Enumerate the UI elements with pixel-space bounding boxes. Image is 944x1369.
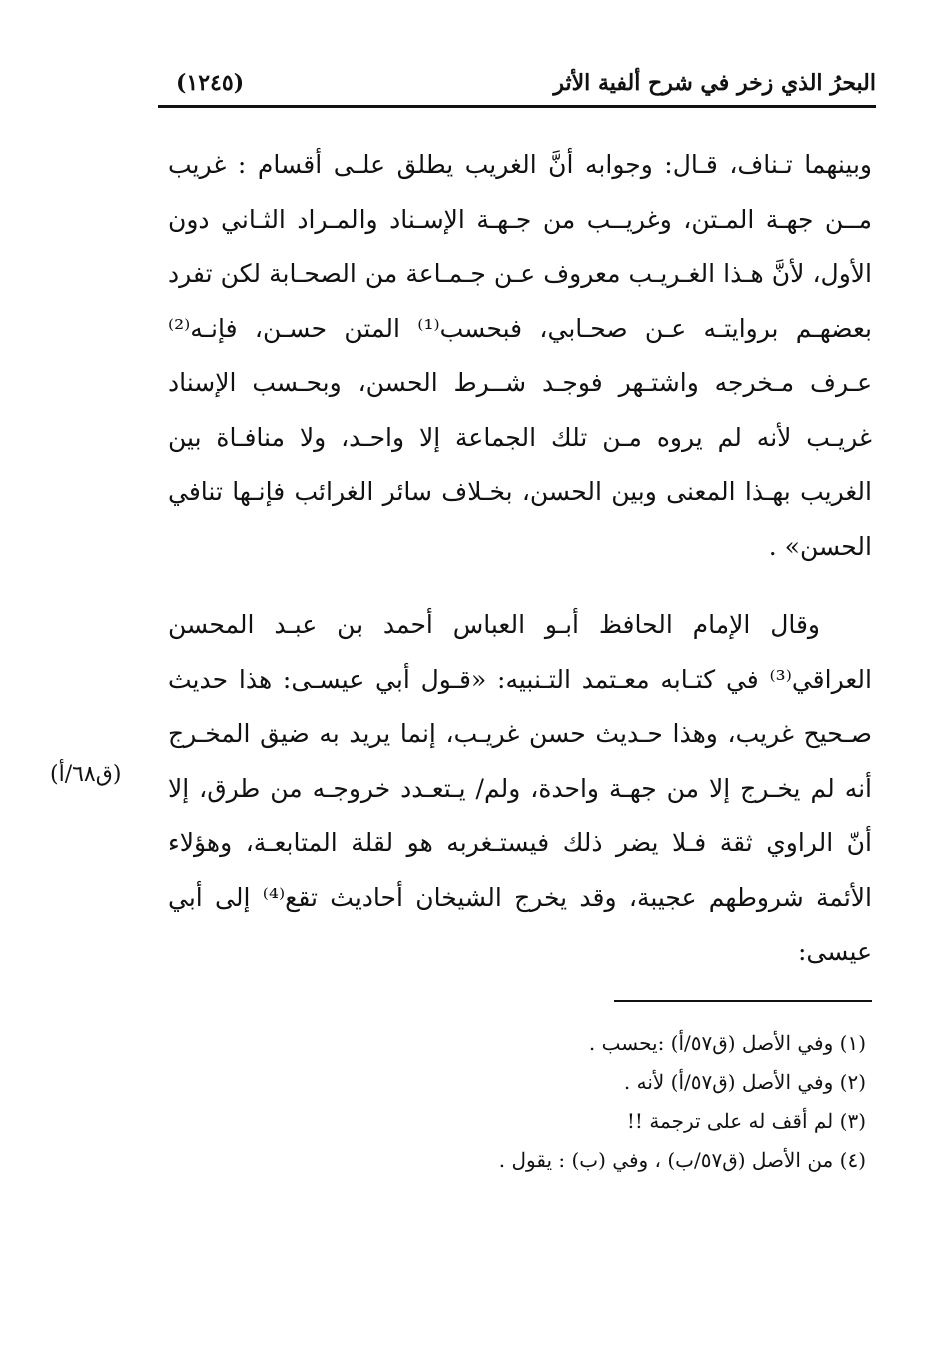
footnote-2: (٢) وفي الأصل (ق٥٧/أ) لأنه .	[623, 1070, 866, 1094]
paragraph-1: وبينهما تـناف، قـال: وجوابه أنَّ الغريب يطلق علـى أقسام : غريب مــن جهـة المـتن، وغريــب من جـهـة الإسـناد والمـراد الثـاني دون الأول، لأنَّ هـذا الغـريـب معروف عـن جـمـاعة من الصحـابة لكن تفرد بعضهـم بروايتـه عـن صحـابي، فبحسب⁽¹⁾ المتن حسـن، فإنـه⁽²⁾ عـرف مـخرجه واشتـهر فوجـد شــرط الحسن، وبحـسب الإسناد غريـب لأنه لم يروه مـن تلك الجماعة إلا واحـد، ولا منافـاة بين الغريب بهـذا المعنى وبين الحسن، بخـلاف سائر الغرائب فإنـها تنافي الحسن» .	[168, 150, 872, 561]
paragraph-2: وقال الإمام الحافظ أبـو العباس أحمد بن عبـد المحسن العراقي⁽³⁾ في كتـابه معـتمد التـنبيه: «قـول أبي عيسـى: هذا حديث صـحيح غريب، وهذا حـديث حسن غريـب، إنما يريد به ضيق المخـرج أنه لم يخـرج إلا من جهـة واحدة، ولم/ يـتعـدد خروجـه من طرق، إلا أنّ الراوي ثقة فـلا يضر ذلك فيستـغربه هو لقلة المتابعـة، وهؤلاء الأئمة شروطهم عجيبة، وقد يخرج الشيخان أحاديث تقع⁽⁴⁾ إلى أبي عيسى:	[168, 610, 872, 966]
header-divider	[158, 105, 876, 108]
main-text	[168, 138, 872, 980]
page-number: (١٢٤٥)	[176, 70, 245, 96]
manuscript-folio-note: (ق٦٨/أ)	[50, 762, 122, 787]
footnotes	[300, 1024, 866, 1180]
footnote-3: (٣) لم أقف له على ترجمة !!	[626, 1109, 866, 1133]
running-title: البحرُ الذي زخر في شرح ألفية الأثر	[553, 70, 876, 96]
footnote-1: (١) وفي الأصل (ق٥٧/أ) :يحسب .	[588, 1031, 866, 1055]
page-header	[158, 62, 876, 108]
footnote-divider	[614, 1000, 872, 1002]
footnote-4: (٤) من الأصل (ق٥٧/ب) ، وفي (ب) : يقول .	[498, 1148, 866, 1172]
